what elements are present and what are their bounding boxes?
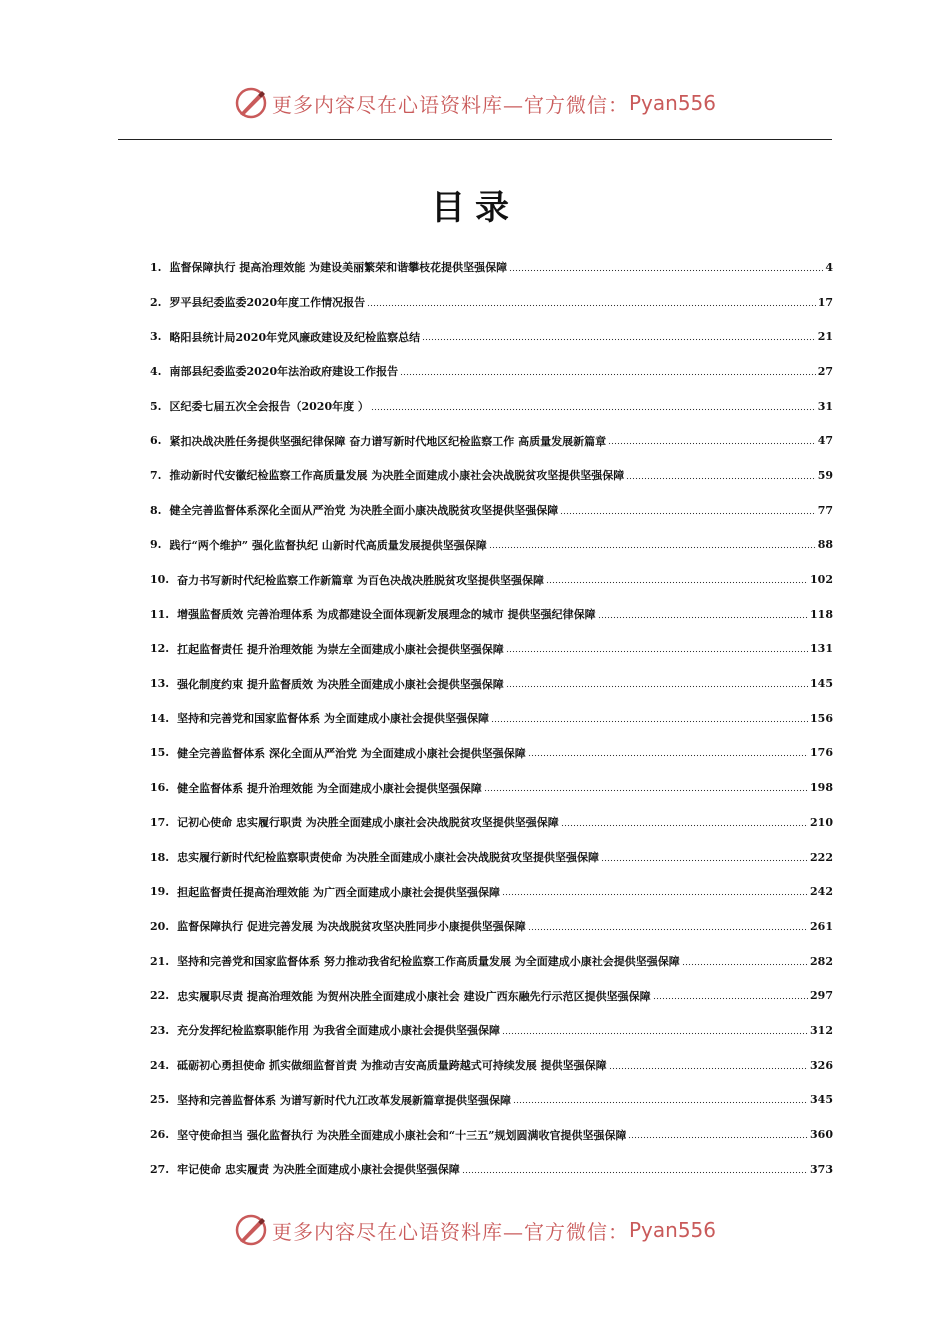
toc-entry-number: 5. (150, 399, 162, 413)
toc-entry-number: 14. (150, 711, 170, 725)
toc-dot-leader (367, 303, 816, 307)
toc-dot-leader (400, 372, 816, 376)
toc-entry-number: 23. (150, 1023, 170, 1037)
watermark-text: 更多内容尽在心语资料库—官方微信： (271, 92, 629, 117)
toc-entry-number: 21. (150, 954, 170, 968)
toc-entry-page-number: 59 (817, 468, 833, 482)
footer-watermark-banner (0, 1210, 950, 1250)
toc-entry[interactable] (150, 354, 833, 389)
toc-entry-page-number: 17 (817, 295, 833, 309)
toc-entry-title: 强化制度约束 提升监督质效 为决胜全面建成小康社会提供坚强保障 (177, 677, 504, 691)
toc-entry-page-number: 222 (810, 850, 833, 864)
toc-entry[interactable] (150, 528, 833, 563)
toc-entry-number: 8. (150, 503, 162, 517)
toc-entry[interactable] (150, 1117, 833, 1152)
toc-entry-number: 13. (150, 677, 170, 691)
toc-entry-title: 践行“两个维护” 强化监督执纪 山新时代高质量发展提供坚强保障 (169, 538, 487, 552)
toc-dot-leader (598, 615, 808, 619)
toc-entry-number: 26. (150, 1128, 170, 1142)
toc-entry[interactable] (150, 1048, 833, 1083)
toc-entry-page-number: 282 (810, 954, 833, 968)
toc-entry-title: 记初心使命 忠实履行职责 为决胜全面建成小康社会决战脱贫攻坚提供坚强保障 (177, 816, 559, 830)
toc-entry[interactable] (150, 1152, 833, 1187)
toc-entry-number: 4. (150, 364, 162, 378)
toc-entry-title: 忠实履职尽责 提高治理效能 为贺州决胜全面建成小康社会 建设广西东融先行示范区提供坚强保障 (177, 989, 651, 1003)
toc-entry-title: 牢记使命 忠实履责 为决胜全面建成小康社会提供坚强保障 (177, 1163, 460, 1177)
toc-entry-page-number: 21 (817, 330, 833, 344)
toc-entry[interactable] (150, 770, 833, 805)
watermark-wechat-id: Pyan556 (628, 1218, 716, 1242)
pen-logo-icon (234, 86, 268, 120)
toc-entry-title: 罗平县纪委监委2020年度工作情况报告 (169, 296, 366, 310)
toc-entry-title: 略阳县统计局2020年党风廉政建设及纪检监察总结 (169, 330, 421, 344)
toc-entry[interactable] (150, 458, 833, 493)
toc-entry-title: 充分发挥纪检监察职能作用 为我省全面建成小康社会提供坚强保障 (177, 1024, 500, 1038)
toc-entry-title: 健全监督体系 提升治理效能 为全面建成小康社会提供坚强保障 (177, 781, 482, 795)
toc-entry-number: 3. (150, 330, 162, 344)
toc-entry-number: 6. (150, 434, 162, 448)
toc-dot-leader (422, 338, 816, 342)
toc-dot-leader (682, 962, 808, 966)
toc-entry-title: 坚持和完善监督体系 为谱写新时代九江改革发展新篇章提供坚强保障 (177, 1093, 511, 1107)
toc-entry-page-number: 242 (810, 885, 833, 899)
toc-entry-title: 紧扣决战决胜任务提供坚强纪律保障 奋力谱写新时代地区纪检监察工作 高质量发展新篇章 (169, 434, 607, 448)
toc-entry-number: 19. (150, 885, 170, 899)
toc-entry-number: 22. (150, 989, 170, 1003)
toc-entry[interactable] (150, 493, 833, 528)
toc-entry-page-number: 77 (817, 503, 833, 517)
toc-entry-title: 区纪委七届五次全会报告（2020年度 ） (169, 400, 369, 414)
toc-entry-number: 17. (150, 815, 170, 829)
toc-dot-leader (502, 893, 808, 897)
toc-dot-leader (609, 1066, 808, 1070)
toc-entry-number: 9. (150, 538, 162, 552)
toc-entry-number: 25. (150, 1093, 170, 1107)
toc-entry-page-number: 145 (810, 677, 833, 691)
toc-entry[interactable] (150, 978, 833, 1013)
toc-entry-number: 27. (150, 1162, 170, 1176)
toc-dot-leader (528, 754, 808, 758)
pen-logo-icon (234, 1213, 268, 1247)
toc-entry-page-number: 198 (810, 781, 833, 795)
toc-entry-title: 推动新时代安徽纪检监察工作高质量发展 为决胜全面建成小康社会决战脱贫攻坚提供坚强保障 (169, 469, 625, 483)
toc-dot-leader (528, 927, 808, 931)
toc-entry-number: 20. (150, 919, 170, 933)
toc-entry[interactable] (150, 736, 833, 771)
toc-entry-title: 增强监督质效 完善治理体系 为成都建设全面体现新发展理念的城市 提供坚强纪律保障 (177, 608, 596, 622)
toc-entry-page-number: 27 (817, 364, 833, 378)
toc-entry[interactable] (150, 319, 833, 354)
toc-entry-page-number: 360 (810, 1128, 833, 1142)
toc-entry-page-number: 88 (817, 538, 833, 552)
page-title: 目录 (431, 188, 519, 228)
toc-entry-number: 12. (150, 642, 170, 656)
toc-entry[interactable] (150, 944, 833, 979)
toc-entry-title: 砥砺初心勇担使命 抓实做细监督首责 为推动吉安高质量跨越式可持续发展 提供坚强保障 (177, 1059, 607, 1073)
toc-dot-leader (626, 476, 815, 480)
toc-entry-title: 南部县纪委监委2020年法治政府建设工作报告 (169, 365, 399, 379)
toc-entry-title: 健全完善监督体系深化全面从严治党 为决胜全面小康决战脱贫攻坚提供坚强保障 (169, 504, 559, 518)
toc-entry[interactable] (150, 1083, 833, 1118)
toc-entry[interactable] (150, 874, 833, 909)
toc-entry-number: 15. (150, 746, 170, 760)
watermark-text: 更多内容尽在心语资料库—官方微信： (271, 1219, 629, 1244)
toc-entry-page-number: 297 (810, 989, 833, 1003)
toc-entry[interactable] (150, 597, 833, 632)
toc-entry[interactable] (150, 423, 833, 458)
toc-entry-page-number: 210 (810, 815, 833, 829)
toc-entry[interactable] (150, 1013, 833, 1048)
toc-entry-number: 18. (150, 850, 170, 864)
toc-entry-title: 忠实履行新时代纪检监察职责使命 为决胜全面建成小康社会决战脱贫攻坚提供坚强保障 (177, 851, 599, 865)
toc-entry[interactable] (150, 666, 833, 701)
toc-entry-page-number: 31 (817, 399, 833, 413)
toc-entry[interactable] (150, 250, 833, 285)
toc-dot-leader (513, 1101, 808, 1105)
toc-entry-number: 24. (150, 1058, 170, 1072)
toc-dot-leader (506, 650, 808, 654)
toc-dot-leader (462, 1170, 808, 1174)
toc-entry-number: 16. (150, 781, 170, 795)
toc-entry[interactable] (150, 562, 833, 597)
toc-entry-number: 2. (150, 295, 162, 309)
toc-dot-leader (560, 511, 815, 515)
toc-entry-title: 坚守使命担当 强化监督执行 为决胜全面建成小康社会和“十三五”规划圆满收官提供坚强保障 (177, 1128, 627, 1142)
toc-dot-leader (561, 823, 808, 827)
toc-entry-number: 10. (150, 573, 170, 587)
toc-entry-title: 监督保障执行 促进完善发展 为决战脱贫攻坚决胜同步小康提供坚强保障 (177, 920, 526, 934)
toc-entry[interactable] (150, 840, 833, 875)
toc-entry-page-number: 261 (810, 919, 833, 933)
toc-entry-page-number: 47 (817, 434, 833, 448)
toc-dot-leader (601, 858, 808, 862)
toc-dot-leader (489, 546, 816, 550)
header-watermark-banner (0, 83, 950, 123)
toc-entry-page-number: 118 (810, 607, 833, 621)
toc-entry-page-number: 345 (810, 1093, 833, 1107)
toc-entry-number: 11. (150, 607, 170, 621)
toc-entry-page-number: 326 (810, 1058, 833, 1072)
toc-dot-leader (546, 581, 808, 585)
toc-dot-leader (509, 268, 823, 272)
toc-entry-page-number: 156 (810, 711, 833, 725)
toc-entry[interactable] (150, 285, 833, 320)
toc-entry-number: 1. (150, 260, 162, 274)
toc-dot-leader (502, 1031, 808, 1035)
toc-entry-number: 7. (150, 468, 162, 482)
toc-entry-title: 坚持和完善党和国家监督体系 为全面建成小康社会提供坚强保障 (177, 712, 489, 726)
toc-entry-title: 坚持和完善党和国家监督体系 努力推动我省纪检监察工作高质量发展 为全面建成小康社会提供坚强保障 (177, 955, 680, 969)
toc-entry-title: 奋力书写新时代纪检监察工作新篇章 为百色决战决胜脱贫攻坚提供坚强保障 (177, 573, 544, 587)
toc-entry-page-number: 176 (810, 746, 833, 760)
watermark-wechat-id: Pyan556 (628, 91, 716, 115)
toc-dot-leader (371, 407, 816, 411)
toc-entry[interactable] (150, 632, 833, 667)
toc-entry-page-number: 373 (810, 1162, 833, 1176)
toc-entry-page-number: 312 (810, 1023, 833, 1037)
toc-dot-leader (653, 997, 808, 1001)
toc-entry-page-number: 4 (825, 260, 833, 274)
toc-entry-title: 健全完善监督体系 深化全面从严治党 为全面建成小康社会提供坚强保障 (177, 746, 526, 760)
toc-dot-leader (484, 789, 808, 793)
toc-entry-title: 担起监督责任提高治理效能 为广西全面建成小康社会提供坚强保障 (177, 885, 500, 899)
toc-dot-leader (608, 442, 816, 446)
toc-entry[interactable] (150, 389, 833, 424)
toc-dot-leader (628, 1136, 808, 1140)
toc-entry-title: 扛起监督责任 提升治理效能 为崇左全面建成小康社会提供坚强保障 (177, 642, 504, 656)
header-divider (118, 139, 832, 140)
table-of-contents (150, 250, 833, 1187)
toc-dot-leader (491, 719, 808, 723)
toc-entry[interactable] (150, 701, 833, 736)
toc-entry[interactable] (150, 909, 833, 944)
toc-entry-title: 监督保障执行 提高治理效能 为建设美丽繁荣和谐攀枝花提供坚强保障 (169, 261, 508, 275)
toc-dot-leader (506, 685, 808, 689)
toc-entry-page-number: 131 (810, 642, 833, 656)
toc-entry-page-number: 102 (810, 573, 833, 587)
toc-entry[interactable] (150, 805, 833, 840)
